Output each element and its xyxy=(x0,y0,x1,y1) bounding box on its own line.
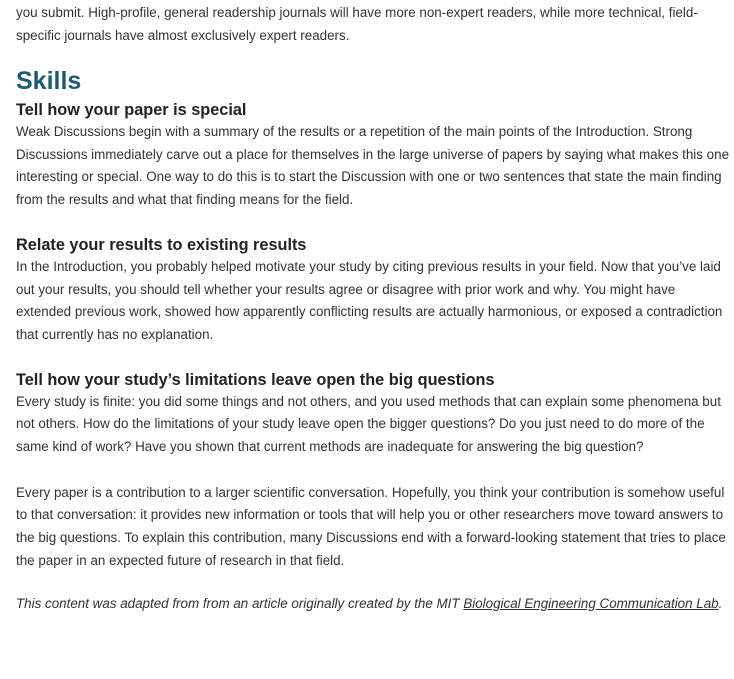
section-heading-skills: Skills xyxy=(16,67,82,95)
subheading-limitations: Tell how your study’s limitations leave open the big questions xyxy=(16,370,495,389)
subheading-paper-special: Tell how your paper is special xyxy=(16,101,247,119)
paragraph-limitations: Every study is finite: you did some things and not others, and you used methods that can explain some phenomena but not others. How do the limitations of your study leave open the bigger questions? Do you just need to do more of the same kind of work? Have you shown that current methods are inadequate for answering the big question? xyxy=(16,393,721,455)
attribution-note xyxy=(16,593,730,616)
paragraph-paper-special: Weak Discussions begin with a summary of the results or a repetition of the main points of the Introduction. Strong Discussions immediately carve out a place for themselves in the large universe of papers by saying what makes this one interesting or special. One way to do this is to start the Discussion with one or two sentences that state the main finding from the results and what that finding means for the field. xyxy=(16,124,730,208)
paragraph-relate-results: In the Introduction, you probably helped motivate your study by citing previous results in your field. Now that you’ve laid out your results, you should tell whether your results agree or disagree with prior work and why. You might have extended previous work, showed how apparently conflicting results are actually harmonious, or exposed a contradiction that currently has no explanation. xyxy=(16,258,723,342)
subheading-relate-results: Relate your results to existing results xyxy=(16,235,307,254)
paragraph-contribution: Every paper is a contribution to a larger scientific conversation. Hopefully, you think your contribution is somehow useful to that conversation: it provides new information or tools that will help you or other researchers move toward answers to the big questions. To explain this contribution, many Discussions end with a forward-looking statement that tries to place the paper in an expected future of research in that field. xyxy=(16,484,726,568)
mit-lab-link[interactable]: Biological Engineering Communication Lab xyxy=(463,595,719,611)
intro-paragraph: you submit. High-profile, general readership journals will have more non-expert readers, while more technical, field-specific journals have almost exclusively expert readers. xyxy=(16,5,698,43)
article-content xyxy=(16,0,730,615)
attribution-suffix: . xyxy=(718,595,723,611)
attribution-prefix: This content was adapted from from an article originally created by the MIT xyxy=(16,595,464,611)
